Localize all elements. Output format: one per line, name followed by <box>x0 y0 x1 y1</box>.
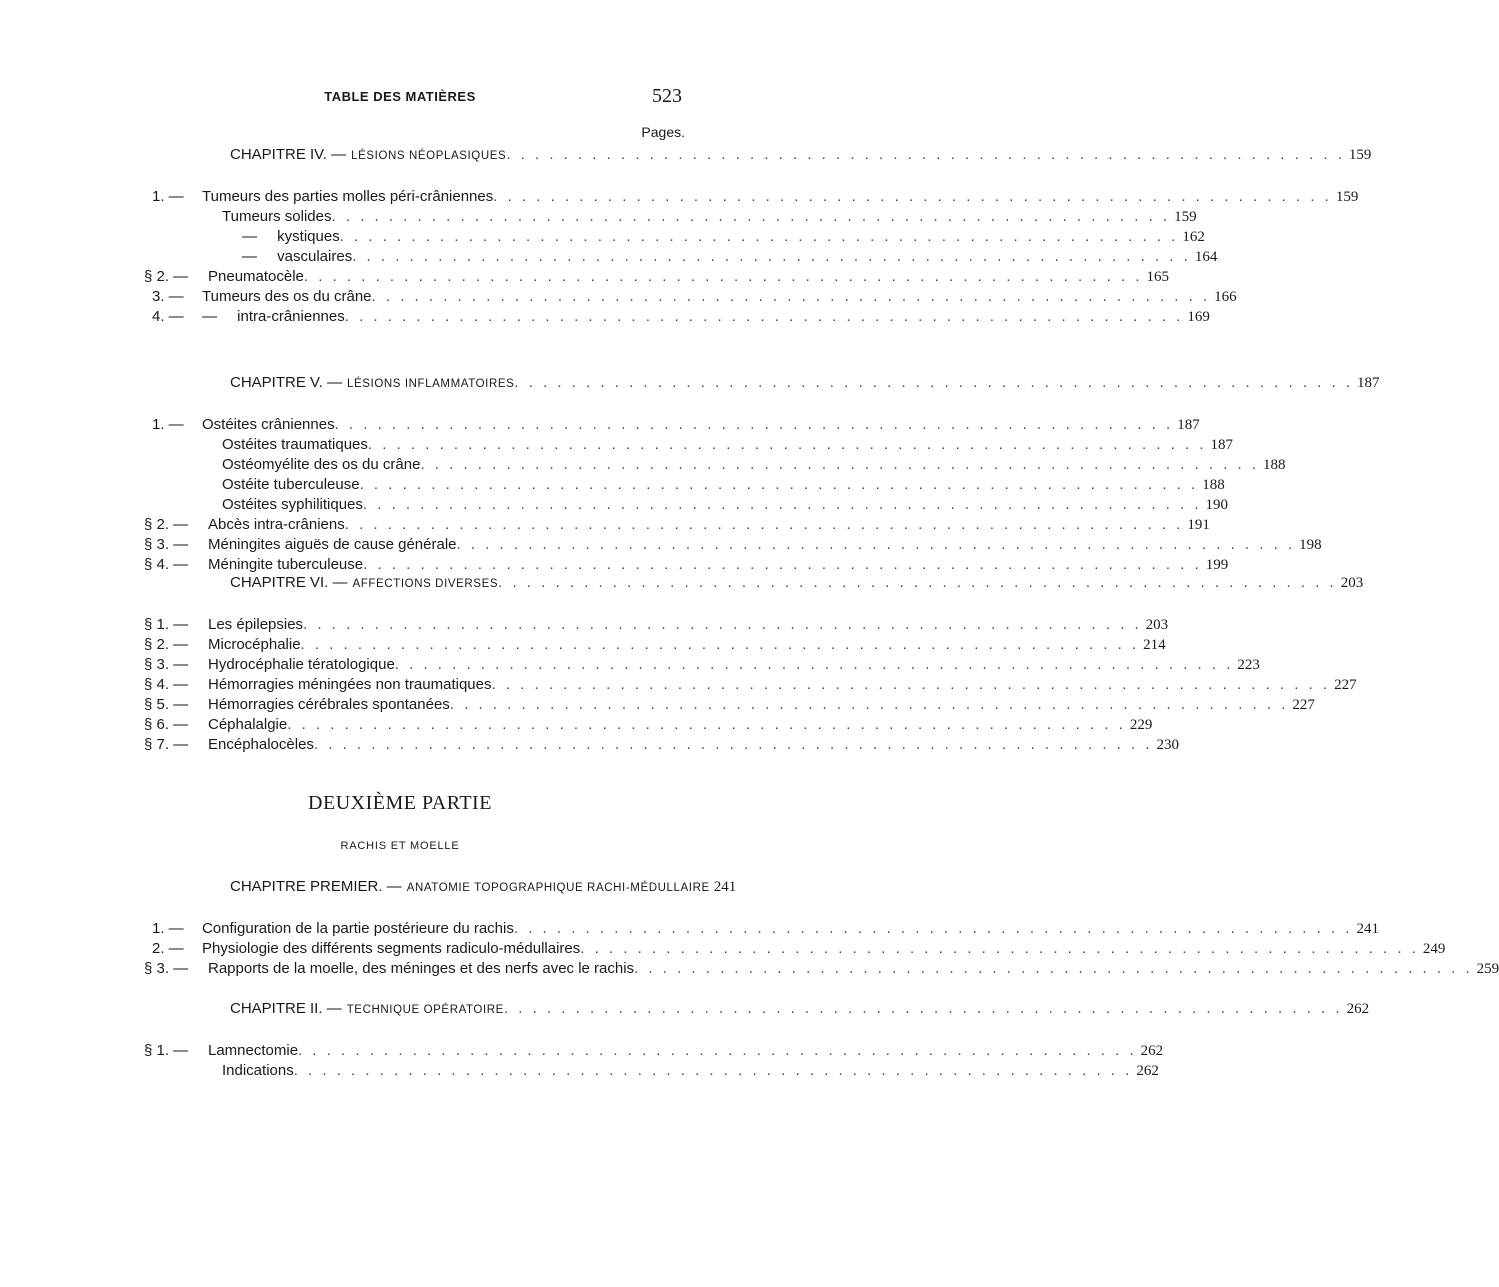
entry-list <box>0 920 1499 980</box>
entry-text: — kystiques <box>242 228 340 245</box>
dot-leader: . . . . . . . . . . . . . . . . . . . . . . . . . . . . . . . . . . . . . . . . . . . . . . . . . . . . . . . . . . . <box>303 616 1142 633</box>
entry-number: § 2. — <box>144 516 189 533</box>
chapter-title: LÉSIONS NÉOPLASIQUES <box>351 150 507 162</box>
entry-page: 241 <box>1356 921 1379 937</box>
dot-leader: . . . . . . . . . . . . . . . . . . . . . . . . . . . . . . . . . . . . . . . . . . . . . . . . . . . . . . . . . . . <box>339 228 1179 245</box>
entry-text: Configuration de la partie postérieure du rachis <box>202 920 514 937</box>
entry-text: Céphalalgie <box>208 716 288 733</box>
toc-entry <box>0 696 1315 716</box>
toc-entry <box>0 436 1234 456</box>
entry-page: 262 <box>1136 1063 1159 1079</box>
entry-number: § 4. — <box>144 676 189 693</box>
entry-body <box>202 308 1210 326</box>
dot-leader: . . . . . . . . . . . . . . . . . . . . . . . . . . . . . . . . . . . . . . . . . . . . . . . . . . . . . . . . . . . <box>491 676 1331 693</box>
entry-text: Indications <box>222 1062 294 1079</box>
dot-leader: . . . . . . . . . . . . . . . . . . . . . . . . . . . . . . . . . . . . . . . . . . . . . . . . . . . . . . . . . . . <box>300 636 1140 653</box>
entry-page: 166 <box>1214 289 1237 305</box>
entry-number: § 1. — <box>144 1042 189 1059</box>
toc-entry <box>0 516 1210 536</box>
chapter-title: TECHNIQUE OPÉRATOIRE <box>346 1004 504 1016</box>
entry-body <box>208 636 1166 654</box>
entry-page: 190 <box>1205 497 1229 513</box>
entry-body <box>208 1042 1164 1060</box>
toc-entry <box>0 636 1166 656</box>
dot-leader: . . . . . . . . . . . . . . . . . . . . . . . . . . . . . . . . . . . . . . . . . . . . . . . . . . . . . . . . . . . <box>449 696 1289 713</box>
entry-page: 162 <box>1182 229 1205 245</box>
entry-body <box>208 536 1322 554</box>
chapter-title: LÉSIONS INFLAMMATOIRES <box>346 378 515 390</box>
chapter-label: CHAPITRE V. — <box>230 374 342 391</box>
entry-body <box>208 716 1153 734</box>
chapter-title: ANATOMIE TOPOGRAPHIQUE RACHI-MÉDULLAIRE <box>406 882 710 894</box>
entry-page: 159 <box>1335 189 1359 205</box>
entry-text: Hémorragies méningées non traumatiques <box>208 676 492 693</box>
entry-list <box>0 616 1357 756</box>
entry-number: § 3. — <box>144 536 189 553</box>
dot-leader: . . . . . . . . . . . . . . . . . . . . . . . . . . . . . . . . . . . . . . . . . . . . . . . . . . . . . . . . . . . <box>363 556 1202 573</box>
entry-page: 227 <box>1292 697 1315 713</box>
dot-leader: . . . . . . . . . . . . . . . . . . . . . . . . . . . . . . . . . . . . . . . . . . . . . . . . . . . . . . . . . . . <box>352 248 1191 265</box>
chapter-label: CHAPITRE PREMIER. — <box>230 878 402 895</box>
entry-body <box>242 248 1218 266</box>
chapter-5 <box>0 374 1380 576</box>
entry-page: 188 <box>1263 457 1286 473</box>
dot-leader: . . . . . . . . . . . . . . . . . . . . . . . . . . . . . . . . . . . . . . . . . . . . . . . . . . . . . . . . . . . <box>303 268 1143 285</box>
toc-entry <box>0 716 1153 736</box>
dot-leader: . . . . . . . . . . . . . . . . . . . . . . . . . . . . . . . . . . . . . . . . . . . . . . . . . . . . . . . . . . . <box>334 416 1174 433</box>
entry-number: 4. — <box>152 308 184 325</box>
entry-page: 159 <box>1174 209 1197 225</box>
entry-page: 229 <box>1129 717 1153 733</box>
entry-list <box>0 416 1322 576</box>
entry-number: 1. — <box>152 416 184 433</box>
entry-body <box>208 696 1315 714</box>
entry-text: Ostéites syphilitiques <box>222 496 363 513</box>
entry-text: Tumeurs des os du crâne <box>202 288 372 305</box>
chapter-heading <box>230 146 1372 166</box>
part-title: DEUXIÈME PARTIE <box>308 792 492 814</box>
entry-page: 230 <box>1156 737 1180 753</box>
dot-leader: . . . . . . . . . . . . . . . . . . . . . . . . . . . . . . . . . . . . . . . . . . . . . . . . . . . . . . . . . . . <box>367 436 1207 453</box>
dot-leader: . . . . . . . . . . . . . . . . . . . . . . . . . . . . . . . . . . . . . . . . . . . . . . . . . . . . . . . . . . . <box>293 1062 1133 1079</box>
dot-leader: . . . . . . . . . . . . . . . . . . . . . . . . . . . . . . . . . . . . . . . . . . . . . . . . . . . . . . . . . . . <box>287 716 1126 733</box>
entry-body <box>208 960 1499 978</box>
entry-number: § 2. — <box>144 268 189 285</box>
entry-text: Pneumatocèle <box>208 268 304 285</box>
entry-page: 249 <box>1422 941 1446 957</box>
toc-entry <box>0 268 1170 288</box>
toc-entry <box>0 288 1237 308</box>
toc-entry <box>0 676 1357 696</box>
entry-body <box>208 268 1170 286</box>
toc-entry <box>0 1042 1164 1062</box>
toc-entry <box>0 228 1205 248</box>
entry-page: 191 <box>1187 517 1210 533</box>
dot-leader: . . . . . . . . . . . . . . . . . . . . . . . . . . . . . . . . . . . . . . . . . . . . . . . . . . . . . . . . . . . <box>493 188 1332 205</box>
chapter-heading <box>230 374 1380 394</box>
dot-leader: . . . . . . . . . . . . . . . . . . . . . . . . . . . . . . . . . . . . . . . . . . . . . . . . . . . . . . . . . . . <box>503 1000 1343 1017</box>
entry-text: Physiologie des différents segments radiculo-médullaires <box>202 940 581 957</box>
chapter-page: 159 <box>1348 147 1372 163</box>
dot-leader: . . . . . . . . . . . . . . . . . . . . . . . . . . . . . . . . . . . . . . . . . . . . . . . . . . . . . . . . . . . <box>498 574 1337 591</box>
entry-number: § 2. — <box>144 636 189 653</box>
toc-entry <box>0 208 1197 228</box>
entry-text: Méningite tuberculeuse <box>208 556 364 573</box>
entry-text: Lamnectomie <box>208 1042 299 1059</box>
entry-body <box>222 436 1234 454</box>
entry-body <box>208 656 1260 674</box>
entry-text: Les épilepsies <box>208 616 304 633</box>
toc-entry <box>0 556 1229 576</box>
entry-body <box>202 940 1446 958</box>
pages-column-label: Pages. <box>641 124 685 140</box>
entry-body <box>208 616 1169 634</box>
entry-body <box>208 556 1229 574</box>
toc-entry <box>0 960 1499 980</box>
toc-entry <box>0 248 1218 268</box>
entry-body <box>202 416 1200 434</box>
chapter-page: 203 <box>1340 575 1364 591</box>
entry-number: § 1. — <box>144 616 189 633</box>
entry-page: 187 <box>1210 437 1234 453</box>
entry-body <box>208 676 1357 694</box>
toc-entry <box>0 188 1359 208</box>
entry-body <box>202 920 1379 938</box>
entry-text: Encéphalocèles <box>208 736 314 753</box>
entry-number: § 3. — <box>144 656 189 673</box>
chapter-label: CHAPITRE VI. — <box>230 574 348 591</box>
chapter-heading <box>230 878 737 898</box>
entry-body <box>222 476 1225 494</box>
toc-entry <box>0 476 1225 496</box>
entry-text: Ostéite tuberculeuse <box>222 476 360 493</box>
entry-body <box>202 188 1359 206</box>
chapter-6 <box>0 574 1364 756</box>
entry-text: Abcès intra-crâniens <box>208 516 345 533</box>
chapter-label: CHAPITRE IV. — <box>230 146 347 163</box>
entry-number: 2. — <box>152 940 184 957</box>
entry-number: § 6. — <box>144 716 189 733</box>
entry-body <box>202 288 1237 306</box>
entry-number: § 3. — <box>144 960 189 977</box>
entry-text: Ostéites crâniennes <box>202 416 335 433</box>
entry-page: 259 <box>1476 961 1499 977</box>
entry-text: — intra-crâniennes <box>202 308 345 325</box>
dot-leader: . . . . . . . . . . . . . . . . . . . . . . . . . . . . . . . . . . . . . . . . . . . . . . . . . . . . . . . . . . . <box>506 146 1345 163</box>
entry-text: Ostéites traumatiques <box>222 436 368 453</box>
part-subtitle: RACHIS ET MOELLE <box>340 840 460 852</box>
entry-text: Méningites aiguës de cause générale <box>208 536 457 553</box>
chapter-title: AFFECTIONS DIVERSES <box>352 578 499 590</box>
entry-text: Rapports de la moelle, des méninges et des nerfs avec le rachis <box>208 960 635 977</box>
entry-page: 214 <box>1143 637 1166 653</box>
chapter-page: 262 <box>1346 1001 1370 1017</box>
dot-leader: . . . . . . . . . . . . . . . . . . . . . . . . . . . . . . . . . . . . . . . . . . . . . . . . . . . . . . . . . . . <box>394 656 1234 673</box>
dot-leader: . . . . . . . . . . . . . . . . . . . . . . . . . . . . . . . . . . . . . . . . . . . . . . . . . . . . . . . . . . . <box>456 536 1296 553</box>
dot-leader: . . . . . . . . . . . . . . . . . . . . . . . . . . . . . . . . . . . . . . . . . . . . . . . . . . . . . . . . . . . <box>313 736 1153 753</box>
entry-page: 227 <box>1334 677 1357 693</box>
toc-entry <box>0 308 1210 328</box>
entry-page: 199 <box>1205 557 1229 573</box>
entry-number: 1. — <box>152 188 184 205</box>
entry-page: 188 <box>1202 477 1225 493</box>
entry-page: 165 <box>1146 269 1170 285</box>
running-title: TABLE DES MATIÈRES <box>324 89 476 104</box>
toc-entry <box>0 616 1169 636</box>
dot-leader: . . . . . . . . . . . . . . . . . . . . . . . . . . . . . . . . . . . . . . . . . . . . . . . . . . . . . . . . . . . <box>514 374 1354 391</box>
entry-page: 223 <box>1237 657 1260 673</box>
dot-leader: . . . . . . . . . . . . . . . . . . . . . . . . . . . . . . . . . . . . . . . . . . . . . . . . . . . . . . . . . . . <box>513 920 1353 937</box>
entry-page: 169 <box>1187 309 1210 325</box>
dot-leader: . . . . . . . . . . . . . . . . . . . . . . . . . . . . . . . . . . . . . . . . . . . . . . . . . . . . . . . . . . . <box>331 208 1171 225</box>
entry-text: Hémorragies cérébrales spontanées <box>208 696 450 713</box>
entry-number: 1. — <box>152 920 184 937</box>
entry-number: § 4. — <box>144 556 189 573</box>
entry-text: Microcéphalie <box>208 636 301 653</box>
entry-number: 3. — <box>152 288 184 305</box>
entry-body <box>222 496 1229 514</box>
dot-leader: . . . . . . . . . . . . . . . . . . . . . . . . . . . . . . . . . . . . . . . . . . . . . . . . . . . . . . . . . . . <box>420 456 1260 473</box>
dot-leader: . . . . . . . . . . . . . . . . . . . . . . . . . . . . . . . . . . . . . . . . . . . . . . . . . . . . . . . . . . . <box>359 476 1199 493</box>
dot-leader: . . . . . . . . . . . . . . . . . . . . . . . . . . . . . . . . . . . . . . . . . . . . . . . . . . . . . . . . . . . <box>580 940 1419 957</box>
entry-body <box>208 516 1210 534</box>
entry-number: § 7. — <box>144 736 189 753</box>
entry-body <box>242 228 1205 246</box>
entry-text: Tumeurs des parties molles péri-crâniennes <box>202 188 494 205</box>
dot-leader: . . . . . . . . . . . . . . . . . . . . . . . . . . . . . . . . . . . . . . . . . . . . . . . . . . . . . . . . . . . <box>344 516 1184 533</box>
entry-page: 262 <box>1140 1043 1164 1059</box>
toc-entry <box>0 416 1200 436</box>
entry-list <box>0 188 1359 328</box>
toc-entry <box>0 920 1379 940</box>
entry-text: Hydrocéphalie tératologique <box>208 656 395 673</box>
chapter-2-part2 <box>0 1000 1370 1082</box>
entry-body <box>222 1062 1159 1080</box>
chapter-heading <box>230 574 1364 594</box>
toc-entry <box>0 656 1260 676</box>
toc-entry <box>0 456 1286 476</box>
dot-leader: . . . . . . . . . . . . . . . . . . . . . . . . . . . . . . . . . . . . . . . . . . . . . . . . . . . . . . . . . . . <box>298 1042 1137 1059</box>
entry-page: 203 <box>1145 617 1169 633</box>
toc-entry <box>0 940 1446 960</box>
dot-leader: . . . . . . . . . . . . . . . . . . . . . . . . . . . . . . . . . . . . . . . . . . . . . . . . . . . . . . . . . . . <box>634 960 1473 977</box>
dot-leader: . . . . . . . . . . . . . . . . . . . . . . . . . . . . . . . . . . . . . . . . . . . . . . . . . . . . . . . . . . . <box>362 496 1202 513</box>
entry-page: 164 <box>1194 249 1218 265</box>
chapter-label: CHAPITRE II. — <box>230 1000 342 1017</box>
chapter-page: 241 <box>713 879 737 895</box>
entry-text: — vasculaires <box>242 248 353 265</box>
entry-body <box>222 208 1197 226</box>
dot-leader: . . . . . . . . . . . . . . . . . . . . . . . . . . . . . . . . . . . . . . . . . . . . . . . . . . . . . . . . . . . <box>344 308 1184 325</box>
entry-body <box>208 736 1180 754</box>
chapter-page: 187 <box>1357 375 1380 391</box>
entry-number: § 5. — <box>144 696 189 713</box>
entry-list <box>0 1042 1164 1082</box>
page-number: 523 <box>652 85 682 107</box>
chapter-1-part2 <box>0 878 1499 980</box>
entry-page: 198 <box>1299 537 1322 553</box>
toc-entry <box>0 496 1229 516</box>
entry-body <box>222 456 1286 474</box>
toc-entry <box>0 736 1180 756</box>
toc-entry <box>0 1062 1159 1082</box>
page-header <box>0 85 800 107</box>
entry-text: Ostéomyélite des os du crâne <box>222 456 421 473</box>
dot-leader: . . . . . . . . . . . . . . . . . . . . . . . . . . . . . . . . . . . . . . . . . . . . . . . . . . . . . . . . . . . <box>371 288 1211 305</box>
chapter-4 <box>0 146 1372 328</box>
entry-text: Tumeurs solides <box>222 208 332 225</box>
entry-page: 187 <box>1177 417 1200 433</box>
chapter-heading <box>230 1000 1370 1020</box>
toc-entry <box>0 536 1322 556</box>
